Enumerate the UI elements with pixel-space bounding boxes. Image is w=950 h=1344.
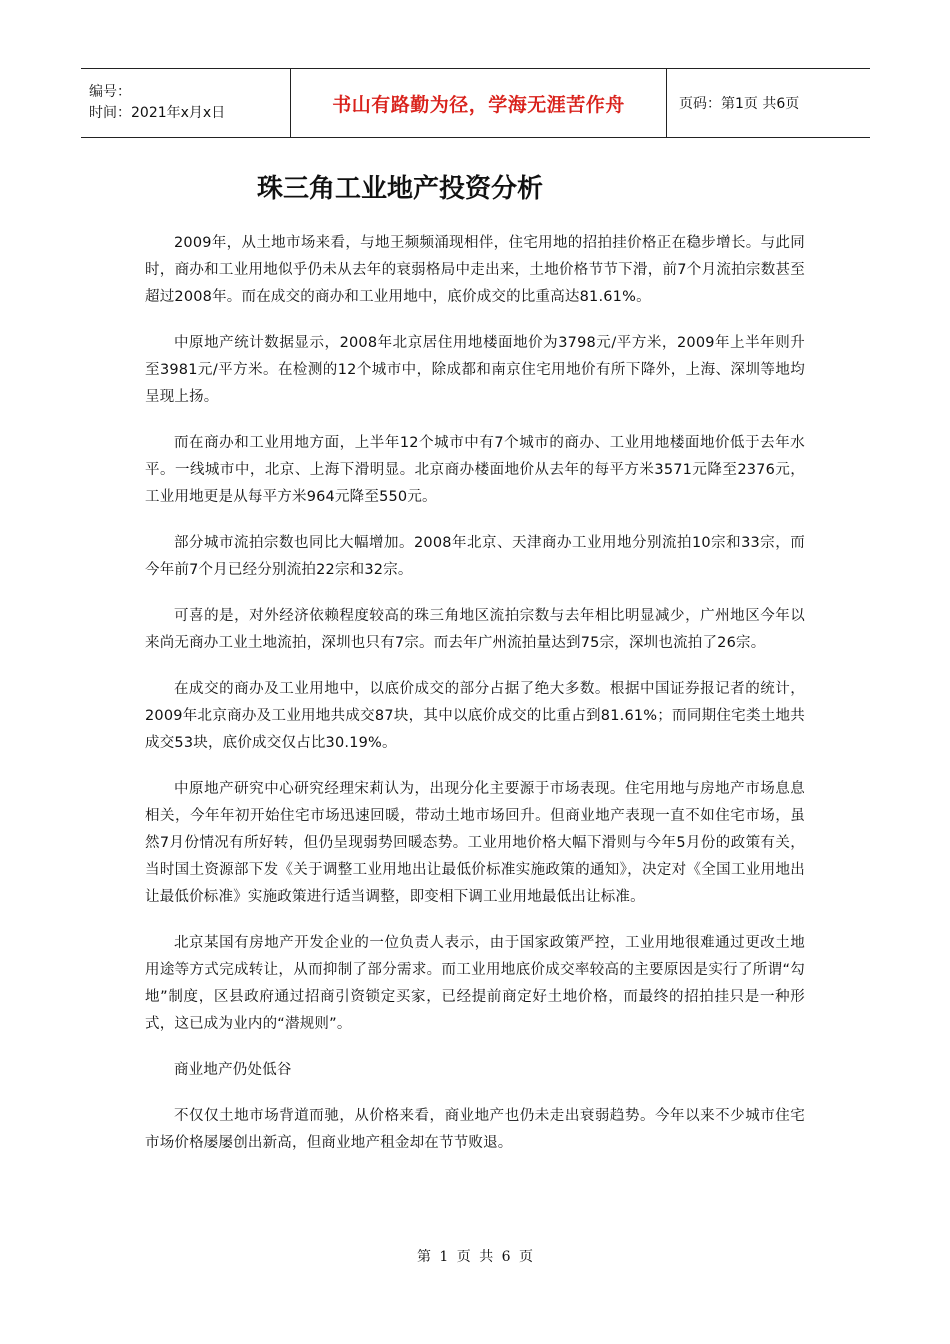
- paragraph: 而在商办和工业用地方面，上半年12个城市中有7个城市的商办、工业用地楼面地价低于去年水平。一线城市中，北京、上海下滑明显。北京商办楼面地价从去年的每平方米3571元降至2376元，工业用地更是从每平方米964元降至550元。: [145, 435, 805, 505]
- paragraph: 北京某国有房地产开发企业的一位负责人表示，由于国家政策严控，工业用地很难通过更改土地用途等方式完成转让，从而抑制了部分需求。而工业用地底价成交率较高的主要原因是实行了所谓“勾地”制度，区县政府通过招商引资锁定买家，已经提前商定好土地价格，而最终的招拍挂只是一种形式，这已成为业内的“潜规则”。: [145, 935, 805, 1032]
- paragraph: 可喜的是，对外经济依赖程度较高的珠三角地区流拍宗数与去年相比明显减少，广州地区今年以来尚无商办工业土地流拍，深圳也只有7宗。而去年广州流拍量达到75宗，深圳也流拍了26宗。: [145, 608, 805, 651]
- motto-text: 书山有路勤为径，学海无涯苦作舟: [332, 93, 625, 116]
- paragraph: 不仅仅土地市场背道而驰，从价格来看，商业地产也仍未走出衰弱趋势。今年以来不少城市住宅市场价格屡屡创出新高，但商业地产租金却在节节败退。: [145, 1108, 805, 1151]
- paragraph: 在成交的商办及工业用地中，以底价成交的部分占据了绝大多数。根据中国证券报记者的统计，2009年北京商办及工业用地共成交87块，其中以底价成交的比重占到81.61%；而同期住宅类土地共成交53块，底价成交仅占比30.19%。: [145, 681, 805, 751]
- document-title: 珠三角工业地产投资分析: [256, 174, 543, 204]
- date-label: 时间：2021年x月x日: [89, 105, 226, 121]
- paragraph: 中原地产统计数据显示，2008年北京居住用地楼面地价为3798元/平方米，2009年上半年则升至3981元/平方米。在检测的12个城市中，除成都和南京住宅用地价有所下降外，上海、深圳等地均呈现上扬。: [145, 335, 805, 405]
- document-body: [145, 230, 805, 1176]
- paragraph: 2009年，从土地市场来看，与地王频频涌现相伴，住宅用地的招拍挂价格正在稳步增长。与此同时，商办和工业用地似乎仍未从去年的衰弱格局中走出来，土地价格节节下滑，前7个月流拍宗数甚至超过2008年。而在成交的商办和工业用地中，底价成交的比重高达81.61%。: [145, 235, 805, 305]
- section-heading: 商业地产仍处低谷: [174, 1062, 292, 1078]
- page-header: [81, 68, 870, 138]
- number-label: 编号：: [89, 84, 131, 100]
- paragraph: 中原地产研究中心研究经理宋莉认为，出现分化主要源于市场表现。住宅用地与房地产市场息息相关，今年年初开始住宅市场迅速回暖，带动土地市场回升。但商业地产表现一直不如住宅市场，虽然7月份情况有所好转，但仍呈现弱势回暖态势。工业用地价格大幅下滑则与今年5月份的政策有关，当时国土资源部下发《关于调整工业用地出让最低价标准实施政策的通知》，决定对《全国工业用地出让最低价标准》实施政策进行适当调整，即变相下调工业用地最低出让标准。: [145, 781, 805, 905]
- header-page-info: [667, 69, 870, 137]
- page-footer: 第 1 页 共 6 页: [416, 1249, 534, 1265]
- paragraph: 部分城市流拍宗数也同比大幅增加。2008年北京、天津商办工业用地分别流拍10宗和33宗，而今年前7个月已经分别流拍22宗和32宗。: [145, 535, 805, 578]
- page-info-text: 页码：第1页 共6页: [679, 96, 800, 112]
- header-motto-cell: [291, 69, 667, 137]
- header-meta: [81, 69, 291, 137]
